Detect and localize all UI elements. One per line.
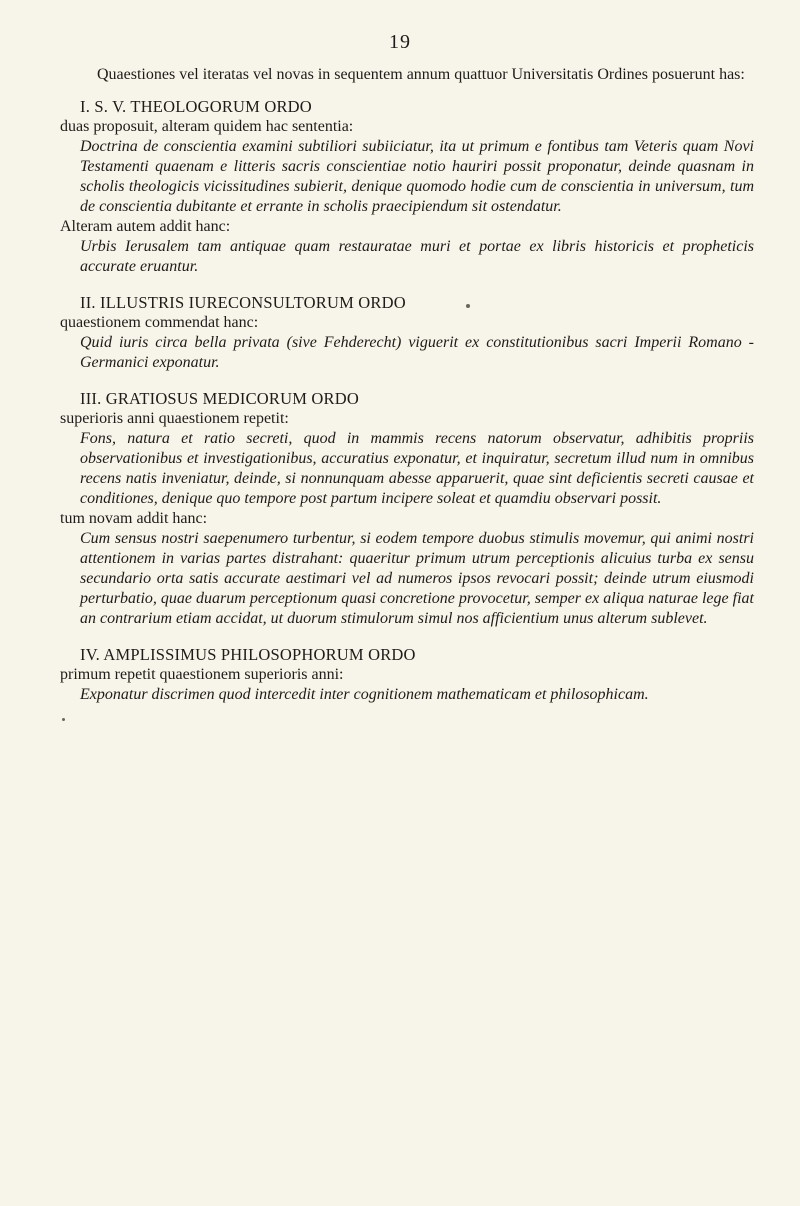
section-lead-theology: duas proposuit, alteram quidem hac sententia: [60, 118, 354, 135]
question-theology-2: Urbis Ierusalem tam antiquae quam restauratae muri et portae ex libris historicis et propheticis accurate eruantur. [80, 238, 754, 275]
question-law-1: Quid iuris circa bella privata (sive Fehderecht) viguerit ex constitutionibus sacri Imperii Romano - Germanici exponatur. [80, 334, 754, 371]
section-lead-philosophy: primum repetit quaestionem superioris anni: [60, 666, 344, 683]
section-lead-medicine: superioris anni quaestionem repetit: [60, 410, 289, 427]
section-lead2-medicine: tum novam addit hanc: [60, 510, 208, 527]
section-heading-theology: I. S. V. THEOLOGORUM ORDO [80, 97, 312, 116]
section-heading-medicine: III. GRATIOSUS MEDICORUM ORDO [80, 389, 359, 408]
section-lead-law: quaestionem commendat hanc: [60, 314, 259, 331]
page-number: 19 [389, 31, 411, 53]
question-theology-1: Doctrina de conscientia examini subtiliori subiiciatur, ita ut primum e fontibus tam Veteris quam Novi Testamenti quaenam e litteris sacris conscientiae notio hauriri possit proponatur, deinde quasnam in scholis theologicis vicissitudines subierit, denique quomodo hodie cum de conscientia in universum, tum de conscientia dubitante et errante in scholis praecipiendum sit ostendatur. [80, 138, 754, 215]
page-body [60, 65, 754, 705]
question-medicine-2: Cum sensus nostri saepenumero turbentur, si eodem tempore duobus stimulis movemur, qui animi nostri attentionem in varias partes distrahant: quaeritur primum utrum perceptionis alicuius turba ex sensu secundario orta satis accurate aestimari vel ad numeros ipsos revocari possit; deinde utrum eiusmodi perturbatio, quae duarum perceptionum quasi concretione provocetur, semper ex aliqua naturae lege fiat an contrarium etiam accidat, ut duorum stimulorum simul nos afficientium unus alterum sublevet. [80, 530, 754, 627]
ink-speck [466, 304, 470, 308]
section-heading-law: II. ILLUSTRIS IURECONSULTORUM ORDO [80, 293, 406, 312]
question-medicine-1: Fons, natura et ratio secreti, quod in mammis recens natorum observatur, adhibitis propriis observationibus et investigationibus, accuratius exponatur, et inquiratur, secretum illud num in omnibus recens natis inveniatur, deinde, si nonnunquam abesse apparuerit, quae sint deficientis secreti causae et conditiones, denique quo tempore post partum incipere soleat et quamdiu observari possit. [80, 430, 754, 507]
section-heading-philosophy: IV. AMPLISSIMUS PHILOSOPHORUM ORDO [80, 645, 416, 664]
ink-speck [62, 718, 65, 721]
intro-paragraph: Quaestiones vel iteratas vel novas in sequentem annum quattuor Universitatis Ordines posuerunt has: [97, 66, 745, 83]
question-philosophy-1: Exponatur discrimen quod intercedit inter cognitionem mathematicam et philosophicam. [80, 686, 649, 703]
section-lead2-theology: Alteram autem addit hanc: [60, 218, 231, 235]
